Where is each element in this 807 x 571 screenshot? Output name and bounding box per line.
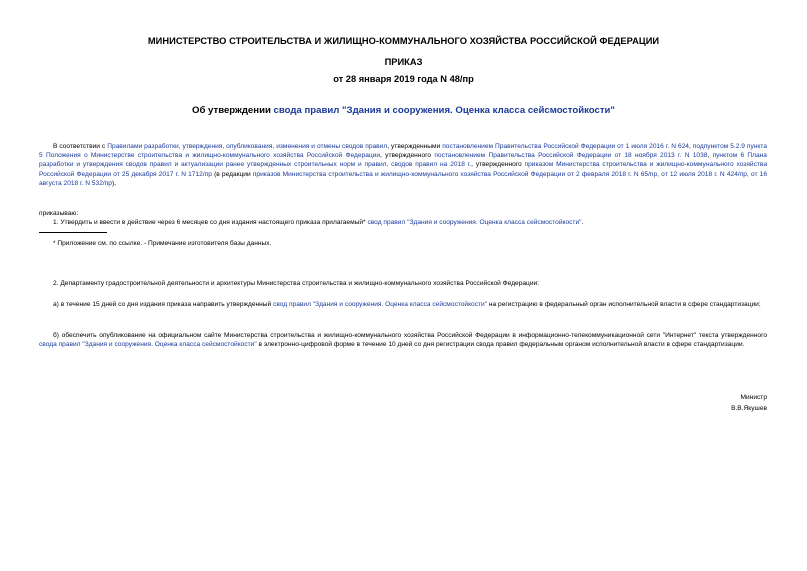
preamble-text: В соответствии с	[53, 143, 108, 150]
signature-position: Министр	[740, 394, 767, 401]
item-2a	[39, 300, 767, 309]
item-2: 2. Департаменту градостроительной деятельности и архитектуры Министерства строительства и жилищно-коммунального хозяйства Российской Федерации:	[53, 280, 540, 287]
ministry-order-1712-link[interactable]: приказом Министерства строительства и жилищно-коммунального хозяйства Российской Федерации от 25 декабря 2017 г. N 1712/пр	[39, 161, 767, 178]
item-2b-link[interactable]: свода правил "Здания и сооружения. Оценка класса сейсмостойкости"	[39, 341, 257, 349]
item-2a-link[interactable]: свод правил "Здания и сооружения. Оценка класса сейсмостойкости"	[273, 301, 488, 308]
rules-link[interactable]: Правилами разработки, утверждения, опубликования, изменения и отмены сводов правил	[107, 143, 388, 150]
item-2b-end: в электронно-цифровой форме в течение 10 дней со дня регистрации свода правил федеральным органом исполнительной власти в сфере стандартизации.	[256, 341, 745, 349]
item-1-text: 1. Утвердить и ввести в действие через 6 месяцев со дня издания настоящего приказа прилагаемый*	[53, 219, 368, 226]
item-2a-end: на регистрацию в федеральный орган исполнительной власти в сфере стандартизации;	[487, 301, 761, 308]
preamble-text: ,	[688, 143, 693, 150]
document-date-number: от 28 января 2019 года N 48/пр	[333, 74, 474, 84]
ministry-orders-amendments-link[interactable]: приказов Министерства строительства и жилищно-коммунального хозяйства Российской Федерации от 2 февраля 2018 г. N 65/пр, от 12 июля 2018 г. N 424/пр, от 16 августа 2018 г. N 532/пр	[39, 170, 767, 187]
item-1-link[interactable]: свод правил "Здания и сооружения. Оценка класса сейсмостойкости"	[367, 219, 582, 226]
preamble-text: , утвержденными	[387, 143, 443, 150]
preamble-text: , утвержденного	[471, 161, 525, 169]
preamble-text: , утвержденного	[380, 152, 435, 160]
preamble-paragraph	[39, 142, 767, 188]
footnote: * Приложение см. по ссылке. - Примечание изготовителя базы данных.	[53, 240, 272, 247]
item-1-end: .	[581, 219, 584, 226]
government-decree-624-link[interactable]: постановлением Правительства Российской Федерации от 1 июля 2016 г. N 624	[442, 143, 689, 150]
order-word: приказываю:	[39, 210, 79, 217]
ministry-heading: МИНИСТЕРСТВО СТРОИТЕЛЬСТВА И ЖИЛИЩНО-КОММУНАЛЬНОГО ХОЗЯЙСТВА РОССИЙСКОЙ ФЕДЕРАЦИИ	[147, 36, 660, 46]
item-1	[39, 218, 767, 227]
subject-prefix: Об утверждении	[192, 105, 274, 116]
government-decree-1038-link[interactable]: постановлением Правительства Российской Федерации от 18 ноября 2013 г. N 1038	[434, 152, 708, 160]
subject-link[interactable]: свода правил "Здания и сооружения. Оценка класса сейсмостойкости"	[273, 105, 615, 116]
signature-name: В.В.Якушев	[731, 405, 767, 412]
plan-paragraph-link[interactable]: пунктом 6 Плана разработки и утверждения сводов правил и актуализации ранее утвержденных строительных норм и правил, сводов правил на 2018 г.	[39, 152, 767, 169]
document-subject	[0, 105, 807, 116]
regulation-subparagraph-link[interactable]: подпунктом 5.2.9 пункта 5 Положения о Министерстве строительства и жилищно-коммунального хозяйства Российской Федерации	[39, 143, 768, 160]
item-2b-text: б) обеспечить опубликование на официальном сайте Министерства строительства и жилищно-коммунального хозяйства Российской Федерации в информационно-телекоммуникационной сети "Интернет" текста утвержденного	[53, 332, 767, 339]
preamble-text: ,	[707, 152, 713, 160]
item-2b	[39, 331, 767, 349]
preamble-text: ),	[111, 179, 116, 187]
footnote-divider	[39, 232, 107, 233]
document-type: ПРИКАЗ	[384, 57, 423, 67]
preamble-text: (в редакции	[211, 170, 253, 178]
item-2a-text: а) в течение 15 дней со дня издания приказа направить утвержденный	[53, 301, 274, 308]
